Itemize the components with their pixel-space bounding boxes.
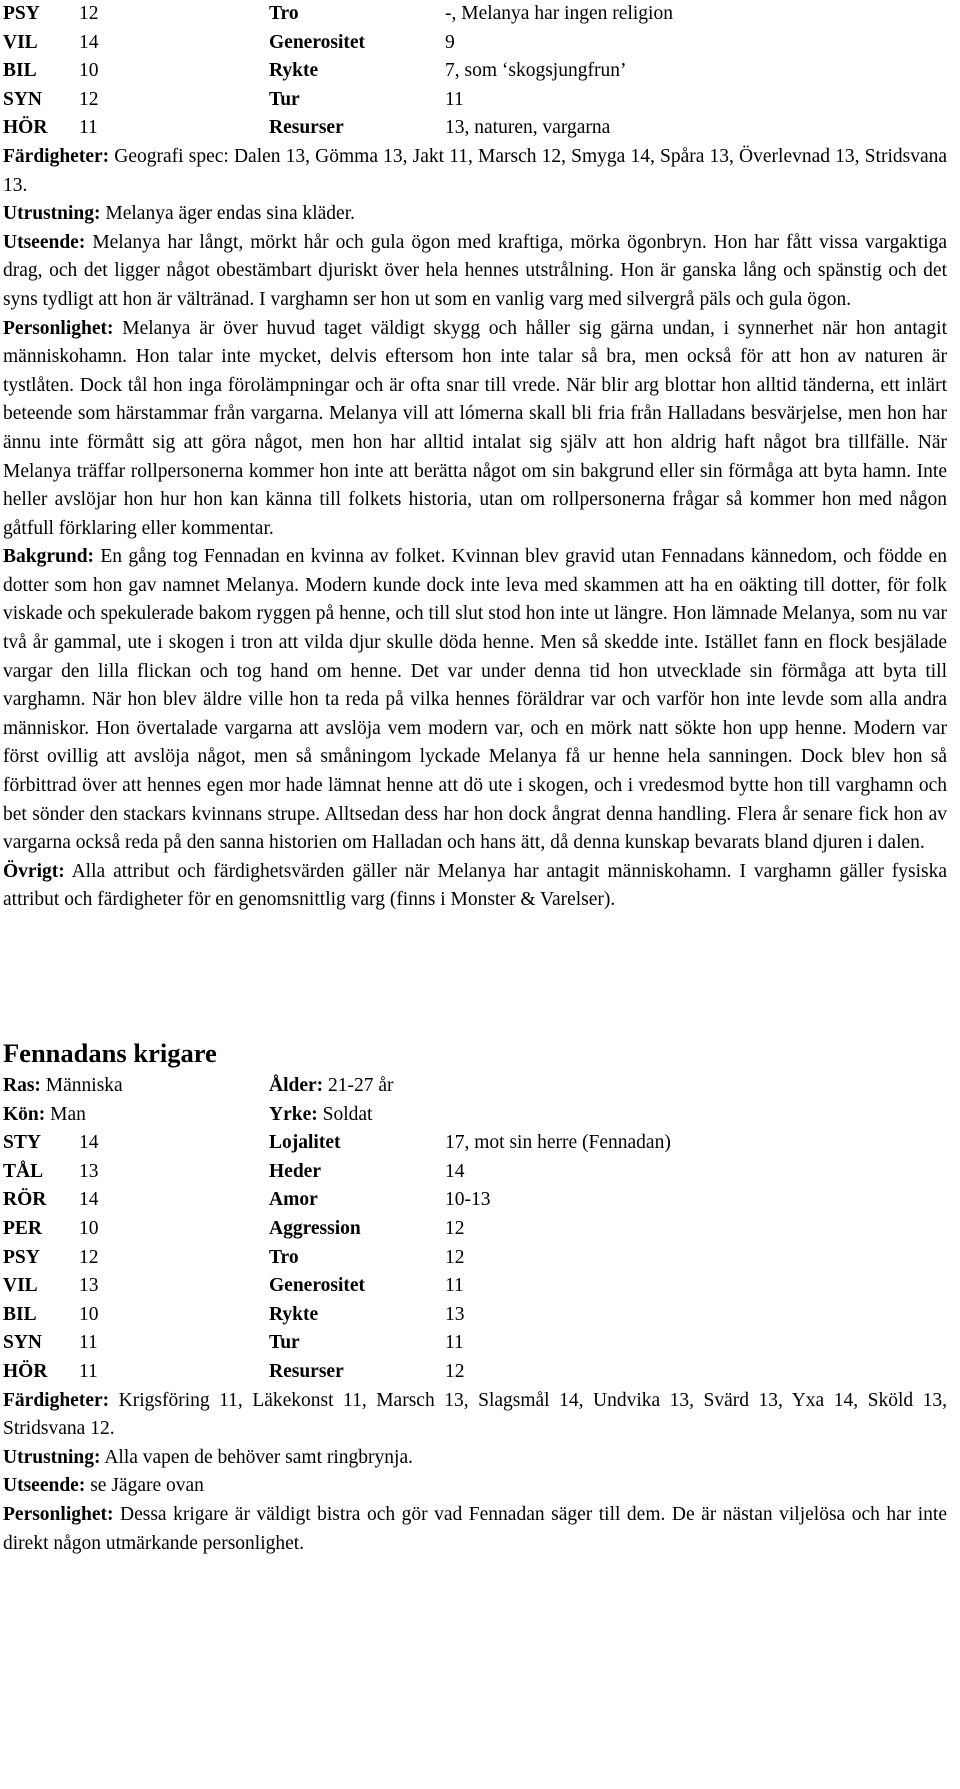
looks-label-2: Utseende:: [3, 1475, 86, 1497]
age-cell: [269, 1072, 947, 1101]
trait-value: 12: [445, 1246, 465, 1268]
skills-paragraph: [3, 143, 947, 200]
personality-label-2: Personlighet:: [3, 1503, 114, 1525]
looks-text: Melanya har långt, mörkt hår och gula ögon med kraftiga, mörka ögonbryn. Hon har fått vissa vargaktiga drag, och det ligger något obestämbart djuriskt över hela hennes utstrålning. Hon är ganska lång och spänstig och det syns tydligt att hon är vältränad. I varghamn ser hon ut som en vanlig varg med silvergrå päls och gula ögon.: [3, 231, 947, 310]
stat-value: 11: [79, 117, 98, 139]
equipment-paragraph-2: [3, 1444, 947, 1473]
trait-value: 14: [445, 1160, 465, 1182]
stat-value: 12: [79, 88, 99, 110]
personality-text-2: Dessa krigare är väldigt bistra och gör vad Fennadan säger till dem. De är nästan viljelösa och har inte direkt någon utmärkande personlighet.: [3, 1503, 948, 1554]
trait-value: 12: [445, 1360, 465, 1382]
trait-name: Rykte: [269, 1303, 319, 1325]
age-label: Ålder:: [269, 1075, 324, 1096]
trait-name: Tro: [269, 3, 299, 24]
stat-name: SYN: [3, 88, 43, 110]
stat-value: 14: [79, 1189, 99, 1211]
stat-name: RÖR: [3, 1189, 47, 1211]
stat-row: [3, 1215, 947, 1244]
skills-text: Geografi spec: Dalen 13, Gömma 13, Jakt 11, Marsch 12, Smyga 14, Spåra 13, Överlevnad 13, Stridsvana 13.: [3, 145, 948, 196]
equipment-text: Melanya äger endas sina kläder.: [105, 203, 355, 225]
looks-label: Utseende:: [3, 231, 86, 253]
info-row: [3, 1072, 947, 1101]
job-value: Soldat: [322, 1103, 373, 1125]
personality-paragraph-2: [3, 1501, 947, 1558]
stat-row: [3, 1129, 947, 1158]
stat-value: 10: [79, 1303, 99, 1325]
race-cell: [3, 1072, 269, 1101]
trait-value: 7, som ‘skogsjungfrun’: [445, 60, 627, 82]
stat-value: 13: [79, 1275, 99, 1297]
stat-name: HÖR: [3, 117, 48, 139]
skills-paragraph-2: [3, 1387, 947, 1444]
trait-value: 11: [445, 1332, 464, 1354]
sex-value: Man: [50, 1103, 86, 1125]
stat-row: [3, 1244, 947, 1273]
stat-value: 10: [79, 60, 99, 82]
equipment-label-2: Utrustning:: [3, 1446, 101, 1468]
stat-value: 13: [79, 1160, 99, 1182]
stat-row: [3, 57, 947, 86]
job-label: Yrke:: [269, 1103, 318, 1125]
background-text: En gång tog Fennadan en kvinna av folket. Kvinnan blev gravid utan Fennadans kännedom, och födde en dotter som hon gav namnet Melanya. Modern kunde dock inte leva med skammen att ha en oäkting till dotter, för folk viskade och spekulerade bakom ryggen på henne, och till slut stod hon inte ut längre. Hon lämnade Melanya, som nu var två år gammal, ute i skogen i tron att vilda djur skulle döda henne. Men så skedde inte. Istället fann en flock besjälade vargar den lilla flickan och tog hand om henne. Det var under denna tid hon utvecklade sin förmåga att byta till varghamn. När hon blev äldre ville hon ta reda på vilka hennes föräldrar var och varför hon inte levde som alla andra människor. Hon övertalade vargarna att avslöja vem modern var, och en mörk natt sökte hon upp henne. Modern var först ovillig att avslöja något, men så småningom lyckade Melanya få ur henne hela sanningen. Dock blev hon så förbittrad över att hennes egen mor hade lämnat henne att dö ute i skogen, och i vredesmod bytte hon till varghamn och bet sönder den stackars kvinnans strupe. Alltsedan dess har hon dock ångrat denna handling. Flera år senare fick hon av vargarna också reda på den sanna historien om Halladan och hans ätt, då denna kunskap bevarats bland djuren i dalen.: [3, 546, 947, 854]
trait-name: Tur: [269, 1332, 300, 1354]
stat-value: 12: [79, 3, 99, 24]
trait-name: Rykte: [269, 60, 319, 82]
stat-name: PER: [3, 1217, 42, 1239]
trait-name: Generositet: [269, 1275, 366, 1297]
trait-value: 12: [445, 1217, 465, 1239]
section-gap: [3, 915, 947, 1032]
stat-value: 11: [79, 1332, 98, 1354]
personality-text: Melanya är över huvud taget väldigt skygg och håller sig gärna undan, i synnerhet när hon antagit människohamn. Hon talar inte mycket, delvis eftersom hon inte talar så bra, men också för att hon av naturen är tystlåten. Dock tål hon inga förolämpningar och är ofta snar till vrede. När blir arg blottar hon alltid tänderna, ett inlärt beteende som härstammar från vargarna. Melanya vill att lómerna skall bli fria från Halladans besvärjelse, men hon har ännu inte förmått sig att göra något, men hon har alltid intalat sig själv att hon aldrig haft något bra tillfälle. När Melanya träffar rollpersonerna kommer hon inte att berätta något om sin bakgrund eller sin förmåga att byta hamn. Inte heller avslöjar hon hur hon kan känna till folkets historia, utan om rollpersonerna frågar så kommer hon med någon gåtfull förklaring eller kommentar.: [3, 317, 947, 539]
trait-value: 11: [445, 88, 464, 110]
looks-text-2: se Jägare ovan: [90, 1475, 204, 1497]
stat-row: [3, 0, 947, 29]
stat-name: PSY: [3, 3, 40, 24]
job-cell: [269, 1101, 947, 1130]
background-label: Bakgrund:: [3, 546, 95, 568]
trait-name: Tro: [269, 1246, 299, 1268]
stat-name: PSY: [3, 1246, 40, 1268]
skills-text-2: Krigsföring 11, Läkekonst 11, Marsch 13, Slagsmål 14, Undvika 13, Svärd 13, Yxa 14, Sköld 13, Stridsvana 12.: [3, 1389, 948, 1440]
info-row: [3, 1101, 947, 1130]
stat-name: TÅL: [3, 1160, 44, 1182]
stat-value: 14: [79, 1132, 99, 1154]
trait-name: Lojalitet: [269, 1132, 341, 1154]
stat-name: SYN: [3, 1332, 43, 1354]
trait-value: 9: [445, 31, 455, 53]
other-label: Övrigt:: [3, 860, 65, 882]
other-text: Alla attribut och färdighetsvärden gäller när Melanya har antagit människohamn. I varghamn gäller fysiska attribut och färdigheter för en genomsnittlig varg (finns i Monster & Varelser).: [3, 860, 947, 911]
trait-value: 11: [445, 1275, 464, 1297]
trait-name: Resurser: [269, 1360, 344, 1382]
stat-name: HÖR: [3, 1360, 48, 1382]
stat-value: 10: [79, 1217, 99, 1239]
stat-value: 12: [79, 1246, 99, 1268]
trait-name: Tur: [269, 88, 300, 110]
skills-label: Färdigheter:: [3, 145, 110, 167]
equipment-paragraph: [3, 200, 947, 229]
background-paragraph: [3, 543, 947, 858]
stat-name: VIL: [3, 1275, 38, 1297]
age-value: 21-27 år: [328, 1075, 394, 1096]
personality-label: Personlighet:: [3, 317, 114, 339]
stat-row: [3, 1158, 947, 1187]
trait-name: Resurser: [269, 117, 344, 139]
stat-value: 11: [79, 1360, 98, 1382]
stat-row: [3, 1186, 947, 1215]
stat-value: 14: [79, 31, 99, 53]
sex-cell: [3, 1101, 269, 1130]
personality-paragraph: [3, 315, 947, 544]
trait-value: 17, mot sin herre (Fennadan): [445, 1132, 671, 1154]
trait-name: Generositet: [269, 31, 366, 53]
trait-name: Amor: [269, 1189, 318, 1211]
stat-name: BIL: [3, 1303, 37, 1325]
trait-value: 13: [445, 1303, 465, 1325]
trait-value: 10-13: [445, 1189, 491, 1211]
sex-label: Kön:: [3, 1103, 46, 1125]
race-label: Ras:: [3, 1075, 41, 1096]
trait-name: Aggression: [269, 1217, 361, 1239]
stats-table-melanya: [3, 0, 947, 143]
stat-row: [3, 29, 947, 58]
other-paragraph: [3, 858, 947, 915]
stat-name: VIL: [3, 31, 38, 53]
trait-value: 13, naturen, vargarna: [445, 117, 611, 139]
stat-name: STY: [3, 1132, 41, 1154]
looks-paragraph-2: [3, 1472, 947, 1501]
equipment-label: Utrustning:: [3, 203, 101, 225]
section-heading: Fennadans krigare: [3, 1038, 217, 1068]
stats-table-warrior: [3, 1129, 947, 1386]
looks-paragraph: [3, 229, 947, 315]
skills-label-2: Färdigheter:: [3, 1389, 110, 1411]
stat-row: [3, 1329, 947, 1358]
equipment-text-2: Alla vapen de behöver samt ringbrynja.: [104, 1446, 413, 1468]
stat-row: [3, 1272, 947, 1301]
stat-row: [3, 1301, 947, 1330]
stat-row: [3, 86, 947, 115]
trait-value: -, Melanya har ingen religion: [445, 3, 673, 24]
stat-row: [3, 1358, 947, 1387]
stat-row: [3, 114, 947, 143]
race-value: Människa: [45, 1075, 123, 1096]
stat-name: BIL: [3, 60, 37, 82]
trait-name: Heder: [269, 1160, 321, 1182]
